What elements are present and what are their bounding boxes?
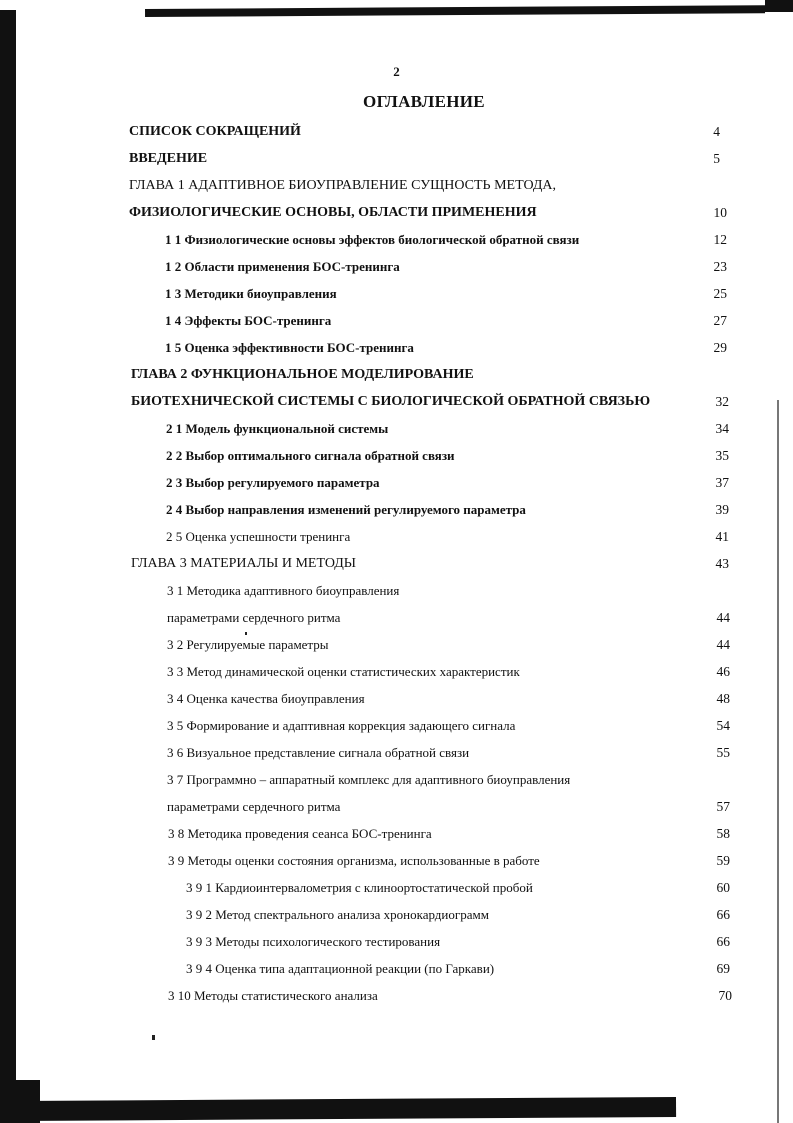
toc-entry-title: 3 6 Визуальное представление сигнала обратной связи xyxy=(167,745,470,760)
toc-entry-page: 4 xyxy=(713,124,720,139)
toc-entry-title: 2 1 Модель функциональной системы xyxy=(166,421,389,436)
toc-entry-title: 1 3 Методики биоуправления xyxy=(165,286,337,301)
toc-entry-page: 23 xyxy=(713,259,727,274)
toc-entry-page: 34 xyxy=(715,421,729,436)
toc-entry-title: ГЛАВА 1 АДАПТИВНОЕ БИОУПРАВЛЕНИЕ СУЩНОСТЬ МЕТОДА, xyxy=(129,178,557,193)
toc-entry-page: 29 xyxy=(713,340,727,355)
toc-entry-title: 2 3 Выбор регулируемого параметра xyxy=(166,475,380,490)
toc-entry-page: 69 xyxy=(716,961,730,976)
toc-entry-page: 39 xyxy=(715,502,729,517)
scan-speck xyxy=(152,1035,155,1040)
toc-entry-page: 54 xyxy=(716,718,730,733)
toc-entry-page: 60 xyxy=(716,880,730,895)
toc-entry-page: 37 xyxy=(715,475,729,490)
toc-entry-title: 2 2 Выбор оптимального сигнала обратной связи xyxy=(166,448,455,463)
toc-entry-title: 2 4 Выбор направления изменений регулируемого параметра xyxy=(166,502,526,517)
toc-entry-title: СПИСОК СОКРАЩЕНИЙ xyxy=(129,124,301,139)
toc-entry-page: 44 xyxy=(716,637,730,652)
toc-entry-page: 59 xyxy=(716,853,730,868)
toc-entry-title: 1 5 Оценка эффективности БОС-тренинга xyxy=(165,340,414,355)
toc-entry-title: 3 4 Оценка качества биоуправления xyxy=(167,691,365,706)
toc-entry-title: ВВЕДЕНИЕ xyxy=(129,151,208,166)
scan-border-bottom xyxy=(16,1097,676,1121)
toc-entry-title: 1 4 Эффекты БОС-тренинга xyxy=(165,313,332,328)
page-number: 2 xyxy=(393,64,400,79)
toc-entry-page: 58 xyxy=(716,826,730,841)
toc-entry-title: 2 5 Оценка успешности тренинга xyxy=(166,529,351,544)
scan-border-top xyxy=(145,5,765,17)
toc-entry-page: 66 xyxy=(716,934,730,949)
toc-entry-title: ФИЗИОЛОГИЧЕСКИЕ ОСНОВЫ, ОБЛАСТИ ПРИМЕНЕНИЯ xyxy=(129,205,537,220)
toc-title: ОГЛАВЛЕНИЕ xyxy=(363,92,485,111)
toc-entry-page: 43 xyxy=(715,556,729,571)
toc-entry-page: 32 xyxy=(715,394,729,409)
toc-entry-title: 1 2 Области применения БОС-тренинга xyxy=(165,259,400,274)
toc-entry-title: 3 9 2 Метод спектрального анализа хронокардиограмм xyxy=(186,907,489,922)
toc-entry-title: 3 7 Программно – аппаратный комплекс для адаптивного биоуправления xyxy=(167,772,571,787)
toc-entry-title: 3 9 1 Кардиоинтервалометрия с клиноортостатической пробой xyxy=(186,880,533,895)
toc-entry-title: ГЛАВА 3 МАТЕРИАЛЫ И МЕТОДЫ xyxy=(131,556,357,571)
toc-entry-page: 25 xyxy=(713,286,727,301)
toc-entry-title: параметрами сердечного ритма xyxy=(167,610,341,625)
toc-entry-page: 57 xyxy=(716,799,730,814)
scan-border-left xyxy=(0,10,16,1123)
toc-entry-page: 66 xyxy=(716,907,730,922)
toc-entry-title: 3 1 Методика адаптивного биоуправления xyxy=(167,583,400,598)
toc-entry-page: 10 xyxy=(713,205,727,220)
toc-entry-page: 46 xyxy=(716,664,730,679)
toc-entry-title: 3 10 Методы статистического анализа xyxy=(168,988,378,1003)
toc-entry-title: 3 9 3 Методы психологического тестирования xyxy=(186,934,441,949)
toc-entry-page: 41 xyxy=(715,529,729,544)
toc-entry-title: БИОТЕХНИЧЕСКОЙ СИСТЕМЫ С БИОЛОГИЧЕСКОЙ ОБРАТНОЙ СВЯЗЬЮ xyxy=(131,394,651,409)
toc-entry-page: 70 xyxy=(718,988,732,1003)
toc-entry-page: 48 xyxy=(716,691,730,706)
toc-entry-title: 3 3 Метод динамической оценки статистических характеристик xyxy=(167,664,520,679)
toc-entry-title: 3 9 4 Оценка типа адаптационной реакции (по Гаркави) xyxy=(186,961,495,976)
toc-entry-title: 3 2 Регулируемые параметры xyxy=(167,637,329,652)
toc-entry-title: параметрами сердечного ритма xyxy=(167,799,341,814)
toc-entry-title: 3 8 Методика проведения сеанса БОС-тренинга xyxy=(168,826,432,841)
toc-entry-page: 44 xyxy=(716,610,730,625)
toc-entry-title: 3 5 Формирование и адаптивная коррекция задающего сигнала xyxy=(167,718,516,733)
toc-entry-page: 12 xyxy=(713,232,727,247)
toc-entry-page: 5 xyxy=(713,151,720,166)
toc-entry-page: 35 xyxy=(715,448,729,463)
scan-edge-right xyxy=(777,400,779,1123)
toc-entry-page: 27 xyxy=(713,313,727,328)
scan-corner-bottom-left xyxy=(0,1080,40,1123)
toc-entry-page: 55 xyxy=(716,745,730,760)
toc-entry-title: 3 9 Методы оценки состояния организма, использованные в работе xyxy=(168,853,540,868)
toc-entry-title: 1 1 Физиологические основы эффектов биологической обратной связи xyxy=(165,232,580,247)
toc-entry-title: ГЛАВА 2 ФУНКЦИОНАЛЬНОЕ МОДЕЛИРОВАНИЕ xyxy=(131,367,474,382)
scan-border-top-right xyxy=(765,0,793,12)
